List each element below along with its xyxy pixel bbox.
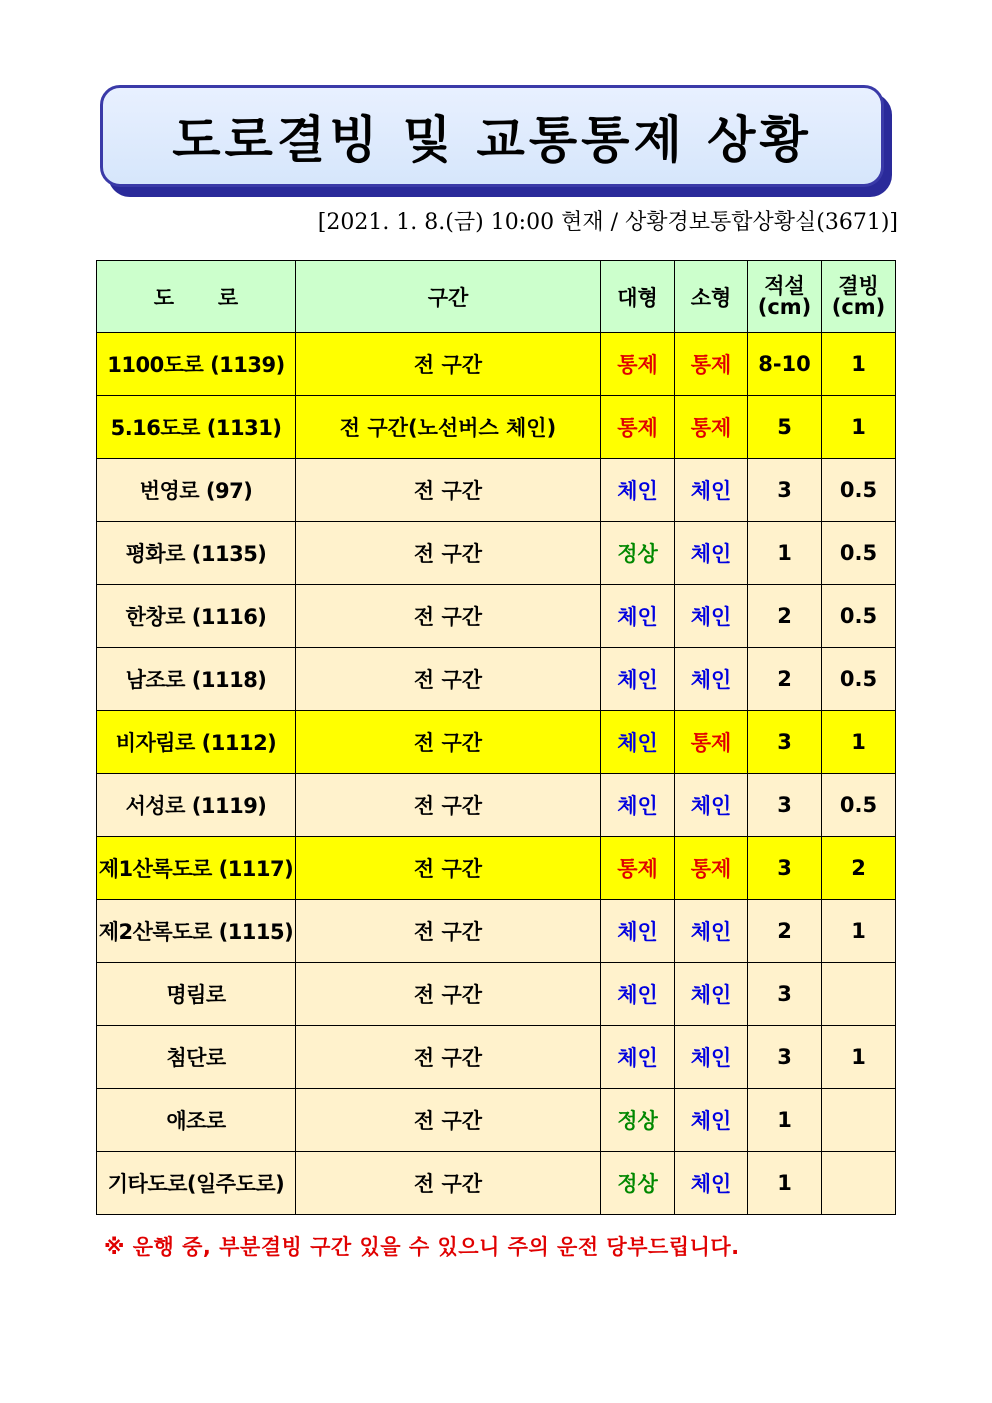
table-body — [97, 333, 896, 1215]
ice-depth-cell: 0.5 — [822, 522, 896, 585]
table-row — [97, 522, 896, 585]
road-cell: 비자림로 (1112) — [97, 711, 296, 774]
header-ice-label: 결빙 — [838, 273, 879, 298]
snow-depth-cell: 3 — [748, 963, 822, 1026]
large-vehicle-status: 통제 — [601, 333, 675, 396]
section-cell: 전 구간 — [296, 837, 601, 900]
ice-depth-cell: 1 — [822, 711, 896, 774]
large-vehicle-status: 체인 — [601, 963, 675, 1026]
road-status-table — [96, 260, 896, 1215]
header-ice-unit: (cm) — [831, 294, 886, 319]
table-row — [97, 774, 896, 837]
road-cell: 서성로 (1119) — [97, 774, 296, 837]
snow-depth-cell: 8-10 — [748, 333, 822, 396]
table-row — [97, 585, 896, 648]
large-vehicle-status: 체인 — [601, 648, 675, 711]
ice-depth-cell: 0.5 — [822, 648, 896, 711]
ice-depth-cell: 2 — [822, 837, 896, 900]
large-vehicle-status: 정상 — [601, 1089, 675, 1152]
small-vehicle-status: 체인 — [675, 585, 748, 648]
ice-depth-cell: 1 — [822, 1026, 896, 1089]
road-cell: 기타도로(일주도로) — [97, 1152, 296, 1215]
report-timestamp: [2021. 1. 8.(금) 10:00 현재 / 상황경보통합상황실(3671)] — [317, 210, 898, 235]
snow-depth-cell: 3 — [748, 774, 822, 837]
title-banner — [100, 85, 890, 193]
snow-depth-cell: 3 — [748, 459, 822, 522]
large-vehicle-status: 체인 — [601, 711, 675, 774]
road-cell: 제1산록도로 (1117) — [97, 837, 296, 900]
snow-depth-cell: 3 — [748, 837, 822, 900]
snow-depth-cell: 2 — [748, 585, 822, 648]
ice-depth-cell: 1 — [822, 333, 896, 396]
ice-depth-cell: 1 — [822, 900, 896, 963]
section-cell: 전 구간 — [296, 648, 601, 711]
table-row — [97, 648, 896, 711]
section-cell: 전 구간 — [296, 585, 601, 648]
section-cell: 전 구간 — [296, 1152, 601, 1215]
road-cell: 번영로 (97) — [97, 459, 296, 522]
header-large: 대형 — [601, 261, 675, 333]
section-cell: 전 구간 — [296, 522, 601, 585]
table-row — [97, 711, 896, 774]
table-row — [97, 396, 896, 459]
section-cell: 전 구간(노선버스 체인) — [296, 396, 601, 459]
small-vehicle-status: 체인 — [675, 774, 748, 837]
road-cell: 애조로 — [97, 1089, 296, 1152]
small-vehicle-status: 통제 — [675, 837, 748, 900]
section-cell: 전 구간 — [296, 333, 601, 396]
table-row — [97, 459, 896, 522]
road-cell: 첨단로 — [97, 1026, 296, 1089]
small-vehicle-status: 체인 — [675, 648, 748, 711]
snow-depth-cell: 1 — [748, 1152, 822, 1215]
section-cell: 전 구간 — [296, 900, 601, 963]
header-snow — [748, 261, 822, 333]
road-cell: 한창로 (1116) — [97, 585, 296, 648]
road-cell: 1100도로 (1139) — [97, 333, 296, 396]
header-snow-unit: (cm) — [757, 294, 812, 319]
ice-depth-cell — [822, 1089, 896, 1152]
large-vehicle-status: 체인 — [601, 585, 675, 648]
small-vehicle-status: 통제 — [675, 333, 748, 396]
header-section: 구간 — [296, 261, 601, 333]
small-vehicle-status: 체인 — [675, 459, 748, 522]
large-vehicle-status: 체인 — [601, 459, 675, 522]
small-vehicle-status: 체인 — [675, 1089, 748, 1152]
section-cell: 전 구간 — [296, 774, 601, 837]
large-vehicle-status: 통제 — [601, 837, 675, 900]
ice-depth-cell: 0.5 — [822, 774, 896, 837]
table-row — [97, 1152, 896, 1215]
snow-depth-cell: 3 — [748, 1026, 822, 1089]
caution-note: ※ 운행 중, 부분결빙 구간 있을 수 있으니 주의 운전 당부드립니다. — [104, 1235, 740, 1259]
large-vehicle-status: 정상 — [601, 522, 675, 585]
table-row — [97, 900, 896, 963]
small-vehicle-status: 체인 — [675, 1152, 748, 1215]
header-small: 소형 — [675, 261, 748, 333]
large-vehicle-status: 체인 — [601, 900, 675, 963]
large-vehicle-status: 정상 — [601, 1152, 675, 1215]
road-cell: 제2산록도로 (1115) — [97, 900, 296, 963]
large-vehicle-status: 체인 — [601, 774, 675, 837]
snow-depth-cell: 5 — [748, 396, 822, 459]
small-vehicle-status: 통제 — [675, 396, 748, 459]
header-ice — [822, 261, 896, 333]
snow-depth-cell: 2 — [748, 648, 822, 711]
section-cell: 전 구간 — [296, 1026, 601, 1089]
snow-depth-cell: 1 — [748, 1089, 822, 1152]
road-cell: 평화로 (1135) — [97, 522, 296, 585]
snow-depth-cell: 3 — [748, 711, 822, 774]
title-box — [100, 85, 884, 187]
ice-depth-cell: 1 — [822, 396, 896, 459]
section-cell: 전 구간 — [296, 963, 601, 1026]
road-cell: 명림로 — [97, 963, 296, 1026]
table-row — [97, 1026, 896, 1089]
page-title: 도로결빙 및 교통통제 상황 — [172, 111, 812, 169]
table-row — [97, 963, 896, 1026]
ice-depth-cell: 0.5 — [822, 585, 896, 648]
section-cell: 전 구간 — [296, 459, 601, 522]
large-vehicle-status: 체인 — [601, 1026, 675, 1089]
road-cell: 5.16도로 (1131) — [97, 396, 296, 459]
large-vehicle-status: 통제 — [601, 396, 675, 459]
table-header-row — [97, 261, 896, 333]
small-vehicle-status: 통제 — [675, 711, 748, 774]
header-road: 도 로 — [97, 261, 296, 333]
table-row — [97, 1089, 896, 1152]
table-row — [97, 333, 896, 396]
snow-depth-cell: 2 — [748, 900, 822, 963]
table-row — [97, 837, 896, 900]
section-cell: 전 구간 — [296, 1089, 601, 1152]
snow-depth-cell: 1 — [748, 522, 822, 585]
road-cell: 남조로 (1118) — [97, 648, 296, 711]
ice-depth-cell — [822, 1152, 896, 1215]
ice-depth-cell — [822, 963, 896, 1026]
small-vehicle-status: 체인 — [675, 900, 748, 963]
ice-depth-cell: 0.5 — [822, 459, 896, 522]
section-cell: 전 구간 — [296, 711, 601, 774]
small-vehicle-status: 체인 — [675, 1026, 748, 1089]
small-vehicle-status: 체인 — [675, 963, 748, 1026]
header-snow-label: 적설 — [764, 273, 805, 298]
small-vehicle-status: 체인 — [675, 522, 748, 585]
